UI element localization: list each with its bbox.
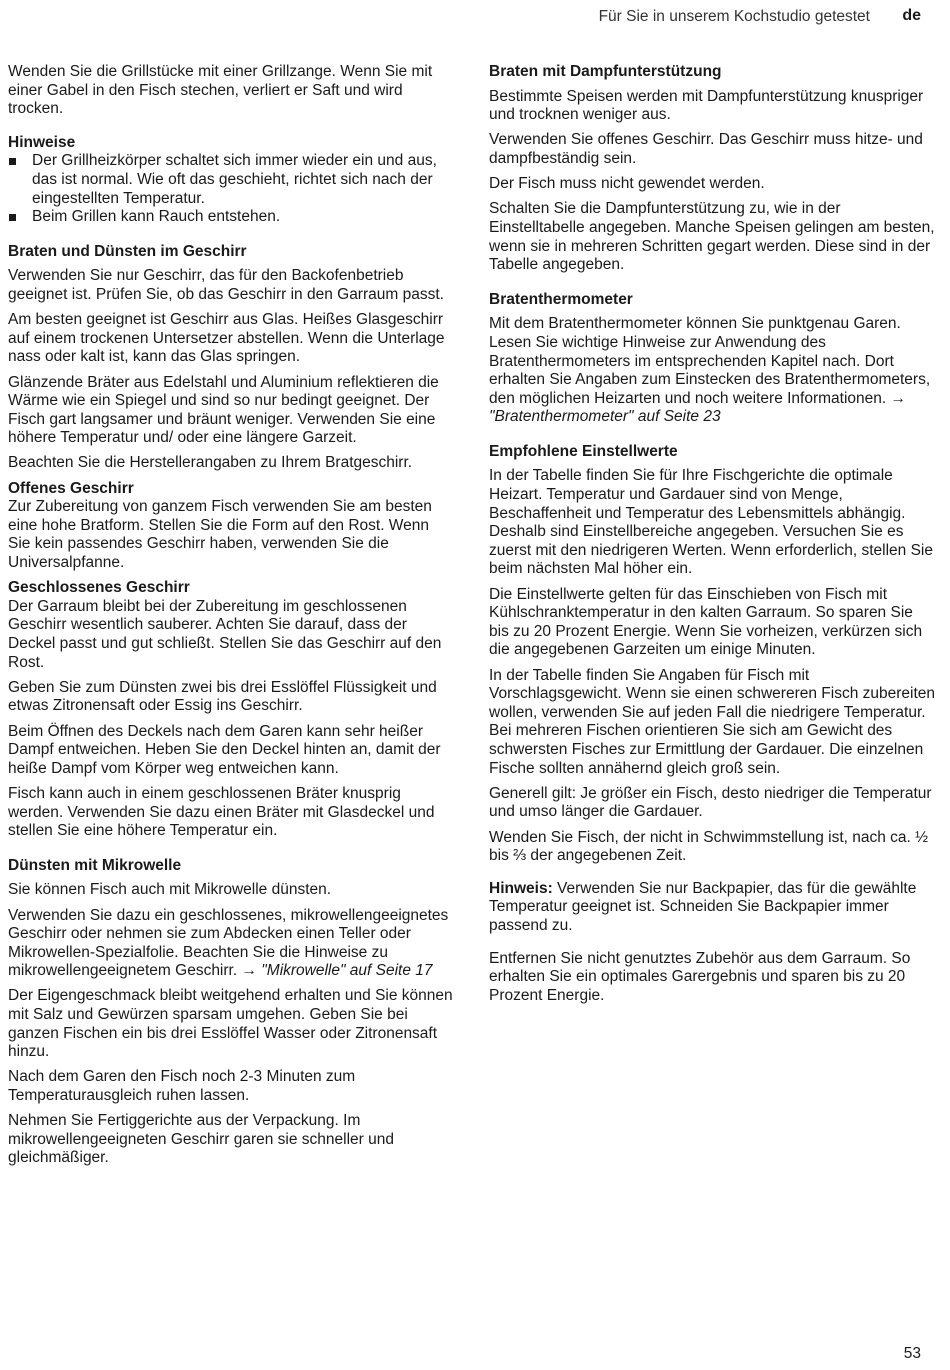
section-heading-einstellwerte: Empfohlene Einstellwerte bbox=[489, 442, 678, 460]
paragraph-text: Verwenden Sie dazu ein geschlossenes, mikrowellengeeignetes Geschirr oder nehmen sie zum Abdecken einen Teller oder Mikrowellen-Spezialfolie. Beachten Sie die Hinweise zu mikrowellengeeignetem Geschirr. bbox=[8, 906, 449, 980]
list-item: Der Grillheizkörper schaltet sich immer wieder ein und aus, das ist normal. Wie oft das geschieht, richtet sich nach der eingestellten Temperatur. bbox=[8, 152, 454, 208]
cross-reference-link[interactable]: "Mikrowelle" auf Seite 17 bbox=[261, 962, 433, 980]
arrow-right-icon: → bbox=[890, 389, 907, 407]
paragraph: Fisch kann auch in einem geschlossenen Bräter knusprig werden. Verwenden Sie dazu einen Bräter mit Glasdeckel und stellen Sie eine höhere Temperatur ein. bbox=[8, 784, 435, 840]
list-item: Beim Grillen kann Rauch entstehen. bbox=[8, 208, 454, 227]
note-text: Verwenden Sie nur Backpapier, das für die gewählte Temperatur geeignet ist. Schneiden Sie Backpapier immer passend zu. bbox=[489, 879, 917, 934]
note-paragraph bbox=[489, 880, 935, 936]
paragraph: Verwenden Sie nur Geschirr, das für den Backofenbetrieb geeignet ist. Prüfen Sie, ob das Geschirr in den Garraum passt. bbox=[8, 267, 444, 303]
paragraph-with-ref bbox=[489, 315, 935, 427]
paragraph-with-ref bbox=[8, 907, 454, 981]
hinweise-heading: Hinweise bbox=[8, 133, 76, 151]
arrow-right-icon: → bbox=[241, 962, 257, 980]
hinweise-list bbox=[8, 152, 454, 226]
paragraph: In der Tabelle finden Sie für Ihre Fischgerichte die optimale Heizart. Temperatur und Gardauer sind von Menge, Beschaffenheit und Temperatur des Lebensmittels abhängig. Deshalb sind Einstellbereiche angegeben. Versuchen Sie es zuerst mit den niedrigeren Werten. Wenn erforderlich, stellen Sie beim nächsten Mal höher ein. bbox=[489, 467, 933, 578]
section-heading-thermometer: Bratenthermometer bbox=[489, 290, 633, 308]
paragraph: Beachten Sie die Herstellerangaben zu Ihrem Bratgeschirr. bbox=[8, 454, 413, 472]
paragraph: Der Fisch muss nicht gewendet werden. bbox=[489, 175, 765, 193]
paragraph: Generell gilt: Je größer ein Fisch, desto niedriger die Temperatur und umso länger die Gardauer. bbox=[489, 784, 932, 821]
paragraph: Beim Öffnen des Deckels nach dem Garen kann sehr heißer Dampf entweichen. Heben Sie den Deckel hinten an, damit der heiße Dampf vom Körper weg entweichen kann. bbox=[8, 722, 441, 777]
paragraph: Am besten geeignet ist Geschirr aus Glas. Heißes Glasgeschirr auf einem trockenen Untersetzer abstellen. Wenn die Unterlage nass oder kalt ist, kann das Glas springen. bbox=[8, 311, 445, 366]
paragraph: Nach dem Garen den Fisch noch 2-3 Minuten zum Temperaturausgleich ruhen lassen. bbox=[8, 1068, 356, 1105]
paragraph: Die Einstellwerte gelten für das Einschieben von Fisch mit Kühlschranktemperatur in den kalten Garraum. So sparen Sie bis zu 20 Prozent Energie. Wenn Sie vorheizen, verkürzen sich die angegebenen Garzeiten um einige Minuten. bbox=[489, 585, 923, 659]
header-title: Für Sie in unserem Kochstudio getestet bbox=[598, 8, 870, 25]
intro-paragraph: Wenden Sie die Grillstücke mit einer Grillzange. Wenn Sie mit einer Gabel in den Fisch stechen, verliert er Saft und wird trocken. bbox=[8, 63, 433, 118]
subheading-offen: Offenes Geschirr bbox=[8, 479, 134, 497]
paragraph: Nehmen Sie Fertiggerichte aus der Verpackung. Im mikrowellengeeigneten Geschirr garen sie schneller und gleichmäßiger. bbox=[8, 1112, 394, 1167]
section-heading-braten: Braten und Dünsten im Geschirr bbox=[8, 242, 247, 260]
paragraph: In der Tabelle finden Sie Angaben für Fisch mit Vorschlagsgewicht. Wenn sie einen schwereren Fisch zubereiten wollen, verwenden Sie auf jeden Fall die niedrigere Temperatur. Bei mehreren Fischen orientieren Sie sich am Gewicht des schwersten Fisches zur Ermittlung der Gardauer. Die einzelnen Fische sollten annähernd gleich groß sein. bbox=[489, 666, 936, 777]
paragraph: Verwenden Sie offenes Geschirr. Das Geschirr muss hitze- und dampfbeständig sein. bbox=[489, 131, 923, 167]
paragraph: Entfernen Sie nicht genutztes Zubehör aus dem Garraum. So erhalten Sie ein optimales Garergebnis und sparen bis zu 20 Prozent Energie. bbox=[489, 949, 911, 1004]
language-code: de bbox=[902, 7, 921, 24]
paragraph: Sie können Fisch auch mit Mikrowelle dünsten. bbox=[8, 881, 332, 899]
right-column bbox=[489, 63, 935, 1012]
paragraph: Der Eigengeschmack bleibt weitgehend erhalten und Sie können mit Salz und Gewürzen sparsam umgehen. Geben Sie bei ganzen Fischen ein bis drei Esslöffel Wasser oder Zitronensaft hinzu. bbox=[8, 987, 453, 1061]
page-number: 53 bbox=[903, 1345, 921, 1362]
left-column bbox=[8, 63, 454, 1175]
section-heading-dampf: Braten mit Dampfunterstützung bbox=[489, 63, 722, 80]
paragraph: Glänzende Bräter aus Edelstahl und Aluminium reflektieren die Wärme wie ein Spiegel und sind so nur bedingt geeignet. Der Fisch gart langsamer und bräunt weniger. Verwenden Sie eine höhere Temperatur und/ oder eine längere Garzeit. bbox=[8, 373, 439, 447]
page-header bbox=[0, 8, 950, 28]
subheading-geschlossen: Geschlossenes Geschirr bbox=[8, 579, 190, 597]
paragraph: Geben Sie zum Dünsten zwei bis drei Esslöffel Flüssigkeit und etwas Zitronensaft oder Essig ins Geschirr. bbox=[8, 678, 437, 715]
paragraph: Bestimmte Speisen werden mit Dampfunterstützung knuspriger und trocknen weniger aus. bbox=[489, 87, 924, 124]
section-heading-mikrowelle: Dünsten mit Mikrowelle bbox=[8, 856, 182, 874]
paragraph: Schalten Sie die Dampfunterstützung zu, wie in der Einstelltabelle angegeben. Manche Speisen gelingen am besten, wenn sie in mehreren Schritten gegart werden. Diese sind in der Tabelle angegeben. bbox=[489, 200, 935, 274]
paragraph: Wenden Sie Fisch, der nicht in Schwimmstellung ist, nach ca. ½ bis ⅔ der angegebenen Zeit. bbox=[489, 828, 929, 865]
paragraph: Der Garraum bleibt bei der Zubereitung im geschlossenen Geschirr wesentlich sauberer. Achten Sie darauf, dass der Deckel passt und gut schließt. Stellen Sie das Geschirr auf den Rost. bbox=[8, 597, 442, 671]
note-label: Hinweis: bbox=[489, 879, 553, 897]
paragraph: Zur Zubereitung von ganzem Fisch verwenden Sie am besten eine hohe Bratform. Stellen Sie die Form auf den Rost. Wenn Sie kein passendes Geschirr haben, verwenden Sie die Universalpfanne. bbox=[8, 498, 432, 572]
paragraph-text: Mit dem Bratenthermometer können Sie punktgenau Garen. Lesen Sie wichtige Hinweise zur Anwendung des Bratenthermometers im entsprechenden Kapitel nach. Dort erhalten Sie Angaben zum Einstecken des Bratenthermometers, den möglichen Heizarten und noch weitere Informationen. bbox=[489, 315, 931, 407]
cross-reference-link[interactable]: "Bratenthermometer" auf Seite 23 bbox=[489, 408, 721, 426]
